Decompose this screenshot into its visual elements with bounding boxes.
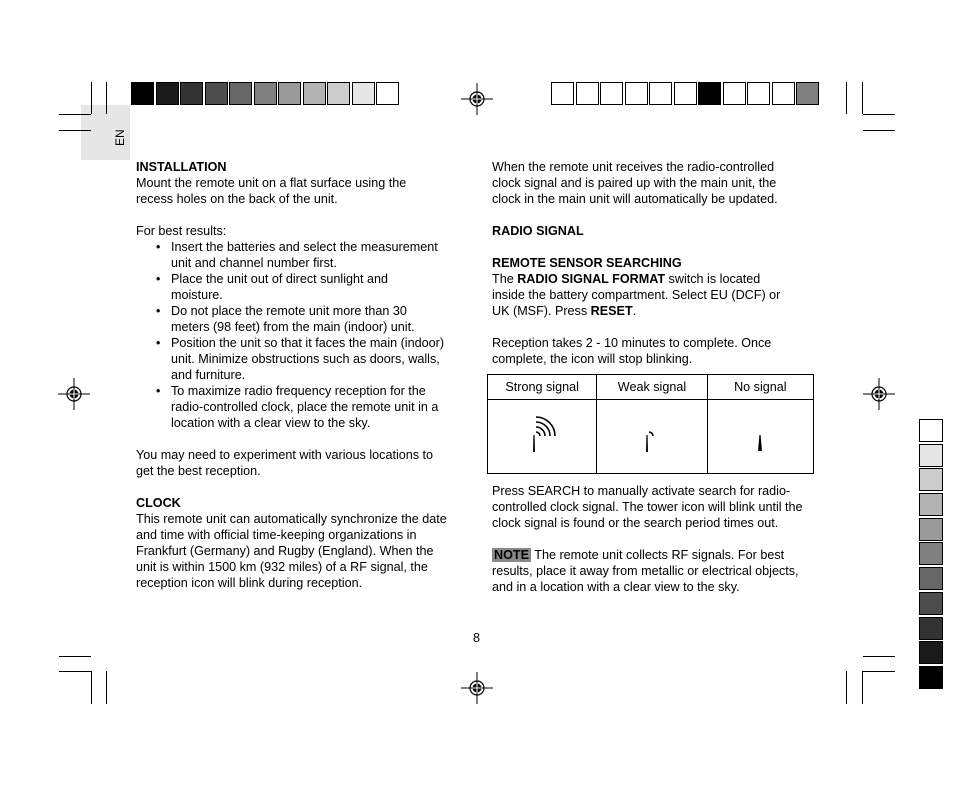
strong-signal-icon (527, 415, 557, 455)
color-swatch (919, 518, 943, 541)
color-swatch (649, 82, 672, 105)
color-swatch (131, 82, 154, 105)
table-cell (597, 400, 707, 474)
color-swatch (205, 82, 228, 105)
no-signal-icon (753, 415, 767, 455)
color-swatch (156, 82, 179, 105)
list-item: • Insert the batteries and select the measurement unit and channel number first. (136, 239, 456, 271)
remote-sensor-heading: REMOTE SENSOR SEARCHING (492, 256, 682, 270)
right-column (492, 159, 817, 367)
color-swatch (600, 82, 623, 105)
best-results-list (136, 239, 456, 431)
best-results-intro: For best results: (136, 224, 227, 238)
list-item: • To maximize radio frequency reception for the radio-controlled clock, place the remote unit in a location with a clear view to the sky. (136, 383, 456, 431)
color-swatch (723, 82, 746, 105)
color-swatch (376, 82, 399, 105)
color-swatch (919, 542, 943, 565)
format-paragraph: The RADIO SIGNAL FORMAT switch is located inside the battery compartment. Select EU (DCF) or UK (MSF). Press RESET. (492, 272, 781, 318)
table-header-weak: Weak signal (597, 375, 707, 400)
color-swatch (919, 641, 943, 664)
experiment-paragraph: You may need to experiment with various locations to get the best reception. (136, 448, 434, 478)
right-column-lower (492, 483, 817, 595)
clock-heading: CLOCK (136, 496, 181, 510)
note-badge: NOTE (494, 548, 529, 562)
color-swatch (919, 419, 943, 442)
table-header-strong: Strong signal (488, 375, 597, 400)
language-label: EN (113, 129, 127, 146)
table-header-none: No signal (707, 375, 813, 400)
registration-mark-bottom-icon (461, 672, 493, 704)
registration-mark-top-icon (461, 83, 493, 115)
intro-paragraph: When the remote unit receives the radio-controlled clock signal and is paired up with the main unit, the clock in the main unit will automatically be updated. (492, 160, 778, 206)
page-number: 8 (473, 631, 481, 645)
clock-paragraph: This remote unit can automatically synchronize the date and time with official time-keeping organizations in Frankfurt (Germany) and Rugby (England). When the unit is within 1500 km (932 miles) of a RF signal, the reception icon will blink during reception. (136, 512, 447, 590)
color-swatch (254, 82, 277, 105)
color-swatch (919, 666, 943, 689)
color-swatch (747, 82, 770, 105)
installation-paragraph: Mount the remote unit on a flat surface using the recess holes on the back of the unit. (136, 176, 407, 206)
color-swatch (919, 617, 943, 640)
signal-table (487, 374, 814, 474)
color-swatch (303, 82, 326, 105)
table-cell (707, 400, 813, 474)
registration-mark-left-icon (58, 378, 90, 410)
color-swatch (327, 82, 350, 105)
color-swatch (919, 592, 943, 615)
color-swatch (352, 82, 375, 105)
radio-signal-heading: RADIO SIGNAL (492, 224, 584, 238)
color-swatch (551, 82, 574, 105)
color-swatch (772, 82, 795, 105)
list-item: • Position the unit so that it faces the main (indoor) unit. Minimize obstructions such as doors, walls, and furniture. (136, 335, 446, 383)
color-swatch (625, 82, 648, 105)
color-bar-right (919, 419, 943, 691)
weak-signal-icon (642, 415, 662, 455)
color-swatch (698, 82, 721, 105)
left-column (136, 159, 456, 591)
color-swatch (919, 444, 943, 467)
color-swatch (278, 82, 301, 105)
color-swatch (674, 82, 697, 105)
color-swatch (919, 493, 943, 516)
registration-mark-right-icon (863, 378, 895, 410)
color-bar-top-left (131, 82, 401, 105)
color-swatch (919, 567, 943, 590)
list-item: • Place the unit out of direct sunlight and moisture. (136, 271, 441, 303)
reception-paragraph: Reception takes 2 - 10 minutes to complete. Once complete, the icon will stop blinking. (492, 336, 772, 366)
note-paragraph: NOTE The remote unit collects RF signals. For best results, place it away from metallic or electrical objects, and in a location with a clear view to the sky. (492, 548, 799, 594)
list-item: • Do not place the remote unit more than 30 meters (98 feet) from the main (indoor) unit. (136, 303, 441, 335)
installation-heading: INSTALLATION (136, 160, 227, 174)
table-cell (488, 400, 597, 474)
color-swatch (576, 82, 599, 105)
color-swatch (229, 82, 252, 105)
color-swatch (796, 82, 819, 105)
color-swatch (180, 82, 203, 105)
color-bar-top-right (551, 82, 821, 105)
search-paragraph: Press SEARCH to manually activate search for radio-controlled clock signal. The tower icon will blink until the clock signal is found or the search period times out. (492, 484, 803, 530)
color-swatch (919, 468, 943, 491)
